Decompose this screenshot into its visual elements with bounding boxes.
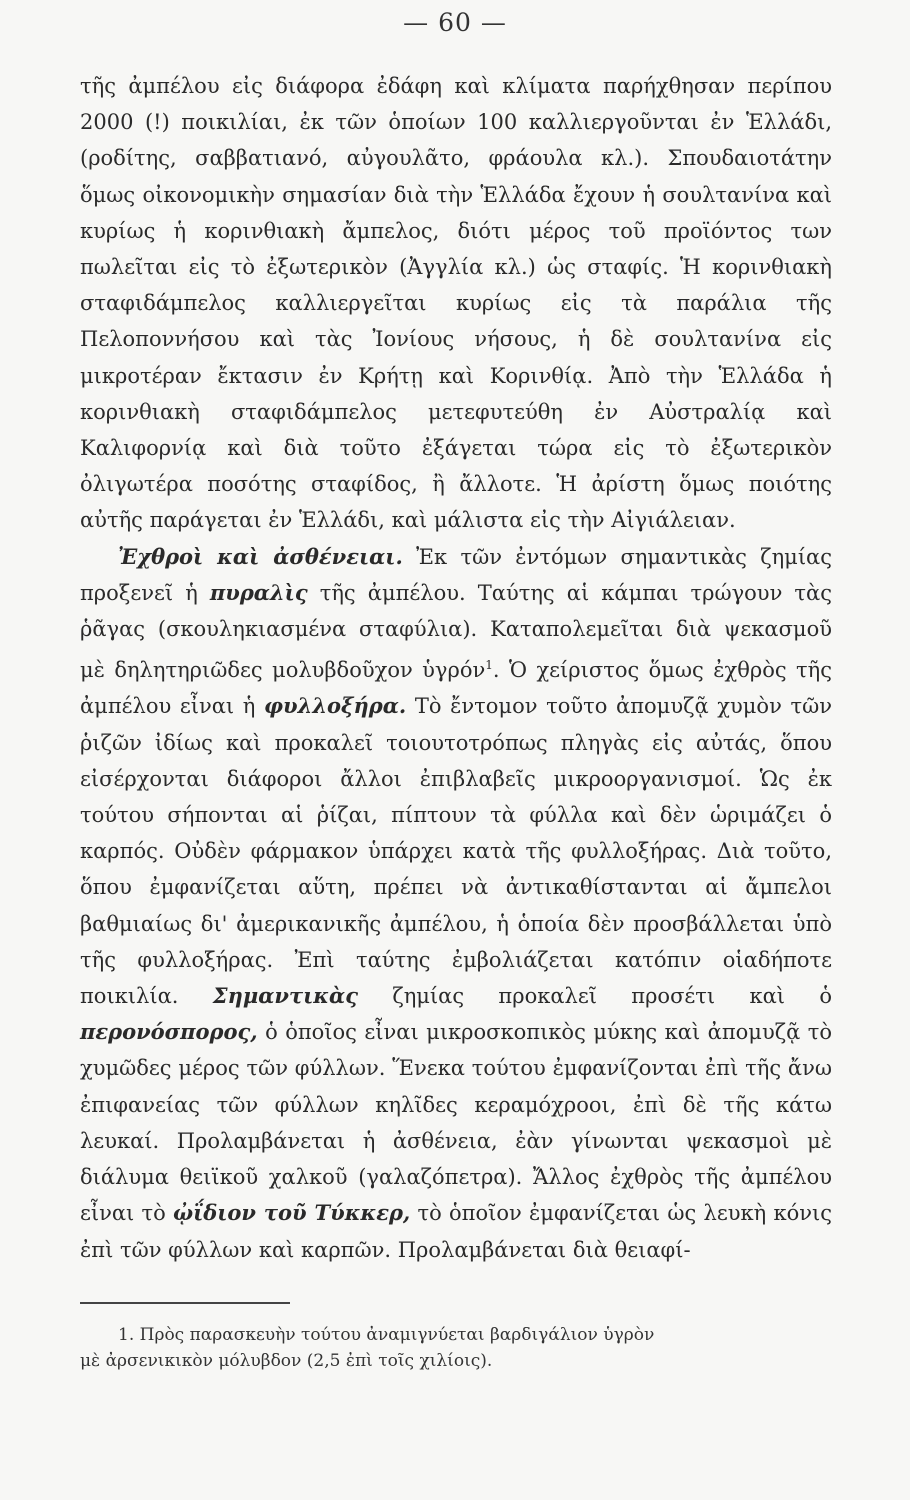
text-run: . Ὁ χείριστος ὅμως ἐχθρὸς τῆς ἀμπέλου εἶναι ἡ: [80, 658, 832, 719]
paragraph-pests-diseases: [80, 539, 832, 1268]
term-phylloxera: φυλλοξήρα.: [264, 693, 407, 719]
term-significant: Σημαντικὰς: [212, 983, 358, 1009]
text-run: ζημίας προκαλεῖ προσέτι καὶ ὁ: [357, 984, 832, 1009]
text-run: Τὸ ἔντομον τοῦτο ἀπομυζᾷ χυμὸν τῶν ῥιζῶν ἰδίως καὶ προκαλεῖ τοιουτοτρόπως πληγὰς εἰς αὐτάς, ὅπου εἰσέρχονται διάφοροι ἄλλοι ἐπιβλαβεῖς μικροοργανισμοί. Ὡς ἐκ τούτου σήπονται αἱ ῥίζαι, πίπτουν τὰ φύλλα καὶ δὲν ὡριμάζει ὁ καρπός. Οὐδὲν φάρμακον ὑπάρχει κατὰ τῆς φυλλοξήρας. Διὰ τοῦτο, ὅπου ἐμφανίζεται αὕτη, πρέπει νὰ ἀντικαθίστανται αἱ ἄμπελοι βαθμιαίως δι' ἀμερικανικῆς ἀμπέλου, ἡ ὁποία δὲν προσβάλλεται ὑπὸ τῆς φυλλοξήρας. Ἐπὶ ταύτης ἐμβολιάζεται κατόπιν οἱαδήποτε ποικιλία.: [80, 694, 832, 1009]
footnote: [80, 1322, 832, 1374]
footnote-line: 1. Πρὸς παρασκευὴν τούτου ἀναμιγνύεται βαρδιγάλιον ὑγρὸν: [118, 1325, 655, 1345]
footnote-line: μὲ ἀρσενικικὸν μόλυβδον (2,5 ἐπὶ τοῖς χιλίοις).: [80, 1351, 493, 1371]
paragraph-vine-varieties: τῆς ἀμπέλου εἰς διάφορα ἐδάφη καὶ κλίματα παρήχθησαν περίπου 2000 (!) ποικιλίαι, ἐκ τῶν ὁποίων 100 καλλιεργοῦνται ἐν Ἑλλάδι, (ροδίτης, σαββατιανό, αὐγουλᾶτο, φράουλα κλ.). Σπουδαιοτάτην ὅμως οἰκονομικὴν σημασίαν διὰ τὴν Ἑλλάδα ἔχουν ἡ σουλτανίνα καὶ κυρίως ἡ κορινθιακὴ ἄμπελος, διότι μέρος τοῦ προϊόντος των πωλεῖται εἰς τὸ ἐξωτερικὸν (Ἀγγλία κλ.) ὡς σταφίς. Ἡ κορινθιακὴ σταφιδάμπελος καλλιεργεῖται κυρίως εἰς τὰ παράλια τῆς Πελοποννήσου καὶ τὰς Ἰονίους νήσους, ἡ δὲ σουλτανίνα εἰς μικροτέραν ἔκτασιν ἐν Κρήτῃ καὶ Κορινθίᾳ. Ἀπὸ τὴν Ἑλλάδα ἡ κορινθιακὴ σταφιδάμπελος μετεφυτεύθη ἐν Αὐστραλίᾳ καὶ Καλιφορνίᾳ καὶ διὰ τοῦτο ἐξάγεται τώρα εἰς τὸ ἐξωτερικὸν ὀλιγωτέρα ποσότης σταφίδος, ἢ ἄλλοτε. Ἡ ἀρίστη ὅμως ποιότης αὐτῆς παράγεται ἐν Ἑλλάδι, καὶ μάλιστα εἰς τὴν Αἰγιάλειαν.: [80, 74, 832, 533]
term-oidium: ᾠΐδιον τοῦ Τύκκερ,: [173, 1200, 411, 1226]
text-run: τὸ ὁποῖον ἐμφανίζεται ὡς λευκὴ κόνις ἐπὶ τῶν φύλλων καὶ καρπῶν. Προλαμβάνεται διὰ θειαφί-: [80, 1201, 833, 1262]
section-heading: Ἐχθροὶ καὶ ἀσθένειαι.: [118, 543, 403, 569]
term-peronospora: περονόσπορος,: [80, 1019, 258, 1045]
main-text: [80, 68, 832, 1268]
term-pyralis: πυραλὶς: [209, 579, 308, 605]
footnote-divider: [80, 1302, 290, 1304]
footnote-reference[interactable]: 1: [485, 658, 493, 673]
text-run: Ἐκ τῶν ἐντόμων σημαντικὰς ζημίας προξενεῖ ἡ: [80, 544, 832, 605]
page-number: — 60 —: [403, 8, 507, 37]
text-run: ὁ ὁποῖος εἶναι μικροσκοπικὸς μύκης καὶ ἀπομυζᾷ τὸ χυμῶδες μέρος τῶν φύλλων. Ἕνεκα τούτου ἐμφανίζονται ἐπὶ τῆς ἄνω ἐπιφανείας τῶν φύλλων κηλῖδες κεραμόχροοι, ἐπὶ δὲ τῆς κάτω λευκαί. Προλαμβάνεται ἡ ἀσθένεια, ἐὰν γίνωνται ψεκασμοὶ μὲ διάλυμα θειϊκοῦ χαλκοῦ (γαλαζόπετρα). Ἄλλος ἐχθρὸς τῆς ἀμπέλου εἶναι τὸ: [80, 1020, 832, 1226]
text-run: τῆς ἀμπέλου. Ταύτης αἱ κάμπαι τρώγουν τὰς ῥᾶγας (σκουληκιασμένα σταφύλια). Καταπολεμεῖται διὰ ψεκασμοῦ μὲ δηλητηριῶδες μολυβδοῦχον ὑγρόν: [80, 580, 832, 683]
